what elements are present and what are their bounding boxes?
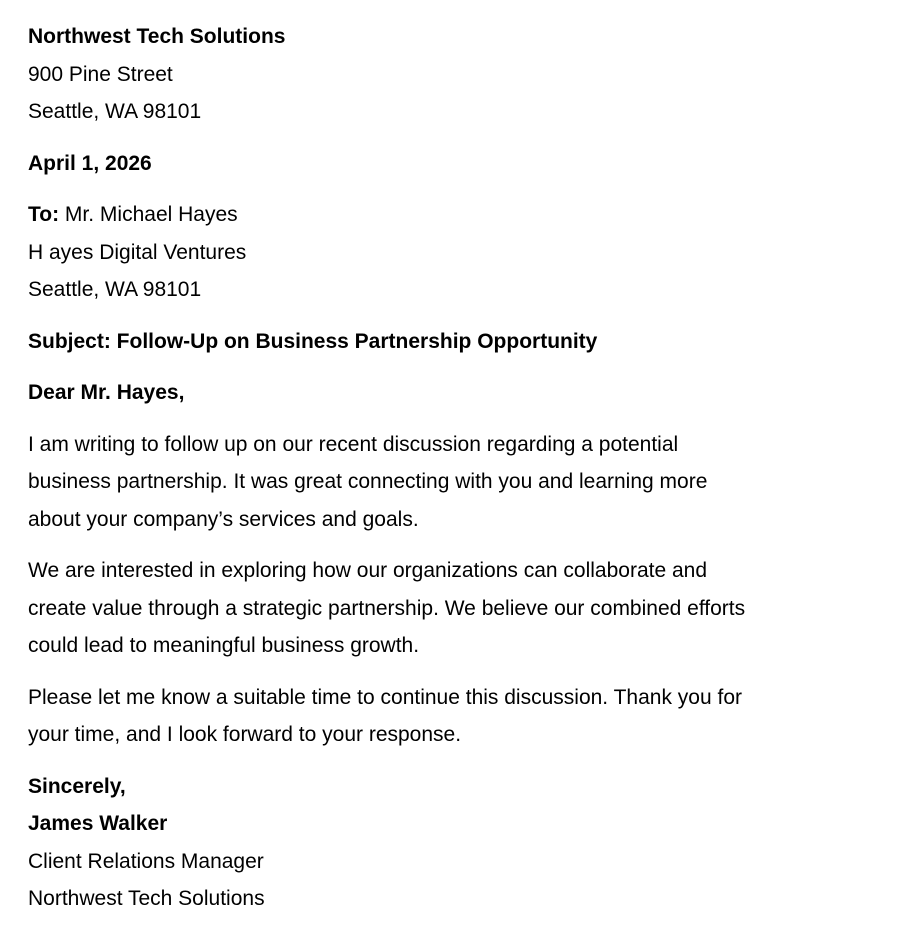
body-line: your time, and I look forward to your response.: [28, 723, 462, 746]
letter-date: April 1, 2026: [28, 151, 152, 175]
signer-name: James Walker: [28, 812, 168, 835]
recipient-name-line: [28, 196, 850, 234]
salutation-block: [28, 374, 850, 412]
body-line: I am writing to follow up on our recent discussion regarding a potential: [28, 432, 679, 456]
subject-line: Subject: Follow-Up on Business Partnership Opportunity: [28, 329, 598, 353]
signer-title: Client Relations Manager: [28, 849, 264, 873]
salutation: Dear Mr. Hayes,: [28, 381, 185, 404]
body-line: create value through a strategic partnership. We believe our combined efforts: [28, 596, 746, 620]
to-label: To:: [28, 203, 60, 226]
letter-date-block: [28, 145, 850, 183]
body-line: could lead to meaningful business growth.: [28, 634, 420, 657]
body-line: Please let me know a suitable time to continue this discussion. Thank you for: [28, 685, 742, 709]
signature-block: [28, 768, 850, 918]
sign-off: Sincerely,: [28, 774, 126, 798]
recipient-address: [28, 196, 850, 309]
sender-address: [28, 18, 850, 131]
sender-city: Seattle, WA 98101: [28, 100, 202, 123]
recipient-company: H ayes Digital Ventures: [28, 240, 247, 264]
subject-block: [28, 323, 850, 361]
sender-company: Northwest Tech Solutions: [28, 25, 286, 48]
body-line: business partnership. It was great connecting with you and learning more: [28, 470, 708, 493]
body-line: about your company’s services and goals.: [28, 507, 419, 531]
recipient-city: Seattle, WA 98101: [28, 278, 202, 301]
sender-street: 900 Pine Street: [28, 62, 173, 86]
body-line: We are interested in exploring how our organizations can collaborate and: [28, 559, 708, 582]
signer-company: Northwest Tech Solutions: [28, 887, 265, 910]
body-paragraph-3: [28, 679, 868, 754]
recipient-name: Mr. Michael Hayes: [59, 203, 238, 226]
body-paragraph-1: [28, 426, 868, 539]
body-paragraph-2: [28, 552, 868, 665]
